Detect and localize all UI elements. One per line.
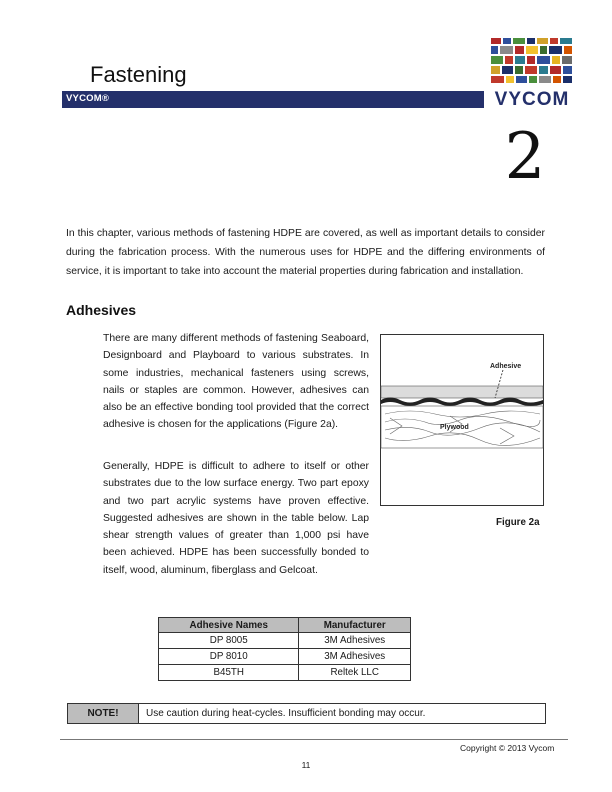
brand-bar	[62, 91, 484, 108]
label-plywood: Plywood	[440, 424, 469, 431]
note-box	[67, 703, 546, 724]
page-number: 11	[301, 760, 311, 770]
table-cell: 3M Adhesives	[299, 633, 411, 649]
footer-divider	[60, 739, 568, 740]
page-title: Fastening	[90, 62, 187, 87]
table-cell: DP 8005	[159, 633, 299, 649]
table-row	[159, 665, 411, 681]
table-row	[159, 633, 411, 649]
table-row	[159, 649, 411, 665]
section-heading: Adhesives	[66, 302, 137, 318]
copyright: Copyright © 2013 Vycom	[460, 743, 555, 753]
adhesive-table	[158, 617, 411, 681]
table-cell: B45TH	[159, 665, 299, 681]
hdpe-layer	[381, 386, 543, 398]
figure-caption: Figure 2a	[496, 517, 540, 528]
logo-wordmark: VYCOM	[494, 89, 570, 109]
table-header-cell: Adhesive Names	[159, 618, 299, 633]
table-cell: 3M Adhesives	[299, 649, 411, 665]
vycom-logo	[488, 36, 576, 109]
note-text: Use caution during heat-cycles. Insufficient bonding may occur.	[146, 708, 426, 719]
label-adhesive: Adhesive	[490, 363, 522, 370]
adhesives-paragraph-1: There are many different methods of fastening Seaboard, Designboard and Playboard to various substrates. In some industries, mechanical fasteners using screws, nails or staples are common. However, adhesives can also be an effective bonding tool provided that the correct adhesive is chosen for the applications (Figure 2a).	[103, 333, 369, 431]
table-cell: DP 8010	[159, 649, 299, 665]
table-header-cell: Manufacturer	[299, 618, 411, 633]
note-label: NOTE!	[68, 704, 139, 723]
table-cell: Reltek LLC	[299, 665, 411, 681]
brand-bar-label: VYCOM®	[66, 93, 110, 104]
logo-mosaic-icon	[491, 38, 572, 83]
adhesives-paragraph-2: Generally, HDPE is difficult to adhere to itself or other substrates due to the low surface energy. Two part epoxy and two part acrylic systems have proven effective. Suggested adhesives are shown in the table below. Lap shear strength values of greater than 1,000 psi have been achieved. HDPE has been successfully bonded to itself, wood, aluminum, fiberglass and Gelcoat.	[103, 461, 369, 576]
figure-2a-diagram	[380, 334, 544, 506]
chapter-number: 2	[504, 120, 546, 194]
intro-paragraph: In this chapter, various methods of fastening HDPE are covered, as well as important details to consider during the fabrication process. With the numerous uses for HDPE and the differing environments of service, it is important to take into account the material properties during fabrication and installation.	[66, 228, 545, 277]
table-header-row	[159, 618, 411, 633]
